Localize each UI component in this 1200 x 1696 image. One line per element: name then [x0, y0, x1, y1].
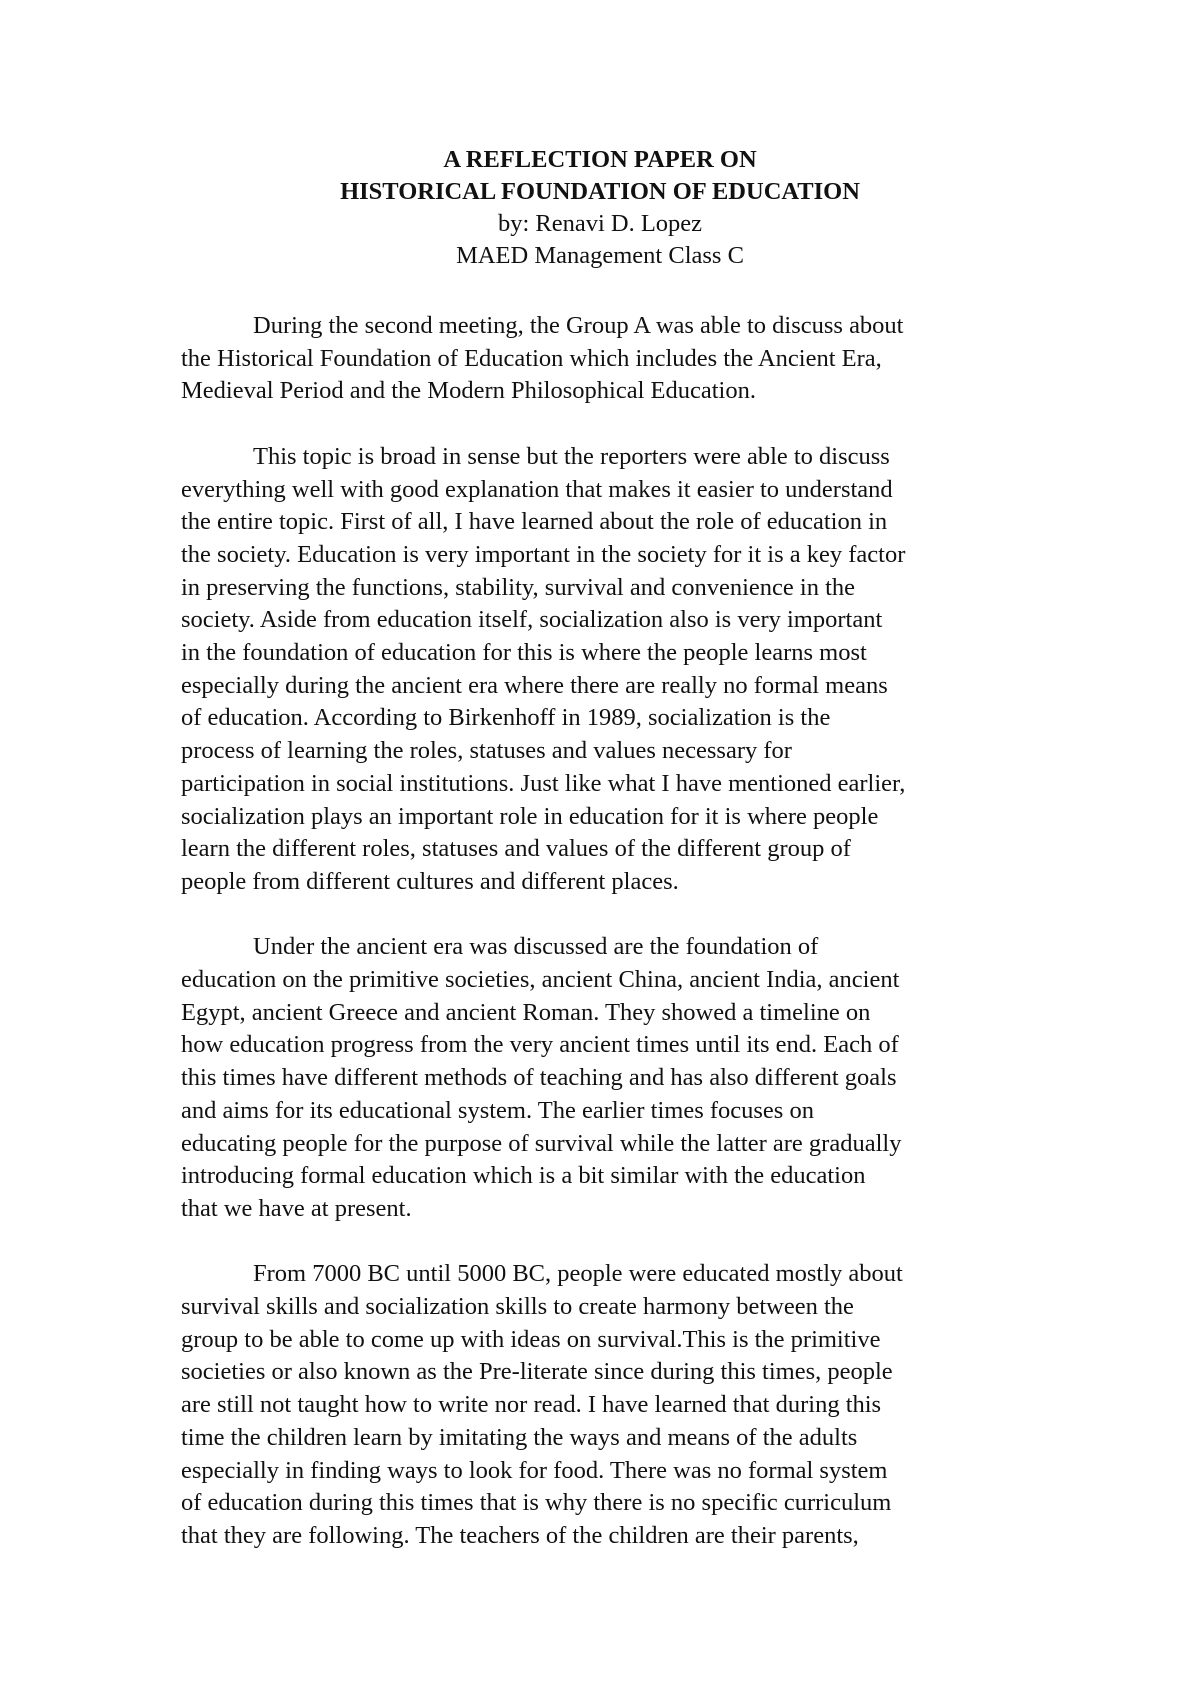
document-header	[0, 144, 1200, 272]
paragraph-line: in the foundation of education for this is where the people learns most	[181, 639, 867, 667]
paragraph-3	[181, 931, 1031, 1225]
author-line: by: Renavi D. Lopez	[497, 210, 703, 237]
paragraph-line: how education progress from the very ancient times until its end. Each of	[181, 1031, 899, 1059]
paragraph-line: Medieval Period and the Modern Philosophical Education.	[181, 377, 756, 405]
paragraph-line: that they are following. The teachers of the children are their parents,	[181, 1521, 859, 1549]
paragraph-line: From 7000 BC until 5000 BC, people were educated mostly about	[253, 1260, 903, 1288]
paragraph-line: education on the primitive societies, ancient China, ancient India, ancient	[181, 966, 900, 994]
paragraph-2	[181, 441, 1031, 899]
paragraph-line: especially in finding ways to look for food. There was no formal system	[181, 1456, 888, 1484]
paragraph-line: process of learning the roles, statuses and values necessary for	[181, 737, 792, 765]
paragraph-line: group to be able to come up with ideas on survival.This is the primitive	[181, 1325, 881, 1353]
paragraph-line: participation in social institutions. Just like what I have mentioned earlier,	[181, 769, 906, 797]
paragraph-line: are still not taught how to write nor read. I have learned that during this	[181, 1391, 882, 1419]
paragraph-line: educating people for the purpose of survival while the latter are gradually	[181, 1129, 902, 1157]
paragraph-line: Under the ancient era was discussed are the foundation of	[253, 933, 819, 961]
paragraph-line: society. Aside from education itself, socialization also is very important	[181, 606, 883, 634]
paragraph-line: societies or also known as the Pre-literate since during this times, people	[181, 1358, 893, 1386]
class-line: MAED Management Class C	[456, 242, 744, 269]
title-line-2: HISTORICAL FOUNDATION OF EDUCATION	[340, 178, 860, 205]
paragraph-line: introducing formal education which is a bit similar with the education	[181, 1162, 866, 1190]
paragraph-line: Egypt, ancient Greece and ancient Roman. They showed a timeline on	[181, 998, 871, 1026]
paragraph-line: in preserving the functions, stability, survival and convenience in the	[181, 573, 856, 601]
paragraph-line: the society. Education is very important in the society for it is a key factor	[181, 540, 906, 568]
document-body	[181, 310, 1031, 1553]
paragraph-line: and aims for its educational system. The earlier times focuses on	[181, 1096, 814, 1124]
paragraph-line: that we have at present.	[181, 1194, 412, 1222]
paragraph-line: of education. According to Birkenhoff in 1989, socialization is the	[181, 704, 831, 732]
paragraph-1	[181, 310, 1031, 408]
paragraph-line: time the children learn by imitating the ways and means of the adults	[181, 1423, 858, 1451]
paragraph-line: this times have different methods of teaching and has also different goals	[181, 1064, 897, 1092]
paragraph-4	[181, 1258, 1031, 1552]
paragraph-line: learn the different roles, statuses and values of the different group of	[181, 835, 851, 863]
paragraph-line: the Historical Foundation of Education which includes the Ancient Era,	[181, 344, 882, 372]
paragraph-line: the entire topic. First of all, I have learned about the role of education in	[181, 508, 888, 536]
paragraph-line: of education during this times that is why there is no specific curriculum	[181, 1489, 892, 1517]
paragraph-line: survival skills and socialization skills to create harmony between the	[181, 1293, 854, 1321]
paragraph-line: socialization plays an important role in education for it is where people	[181, 802, 879, 830]
paragraph-line: people from different cultures and different places.	[181, 867, 679, 895]
paragraph-line: This topic is broad in sense but the reporters were able to discuss	[253, 442, 890, 470]
paragraph-line: everything well with good explanation that makes it easier to understand	[181, 475, 893, 503]
paragraph-line: especially during the ancient era where there are really no formal means	[181, 671, 888, 699]
paragraph-line: During the second meeting, the Group A was able to discuss about	[253, 312, 904, 339]
title-line-1: A REFLECTION PAPER ON	[443, 146, 757, 173]
